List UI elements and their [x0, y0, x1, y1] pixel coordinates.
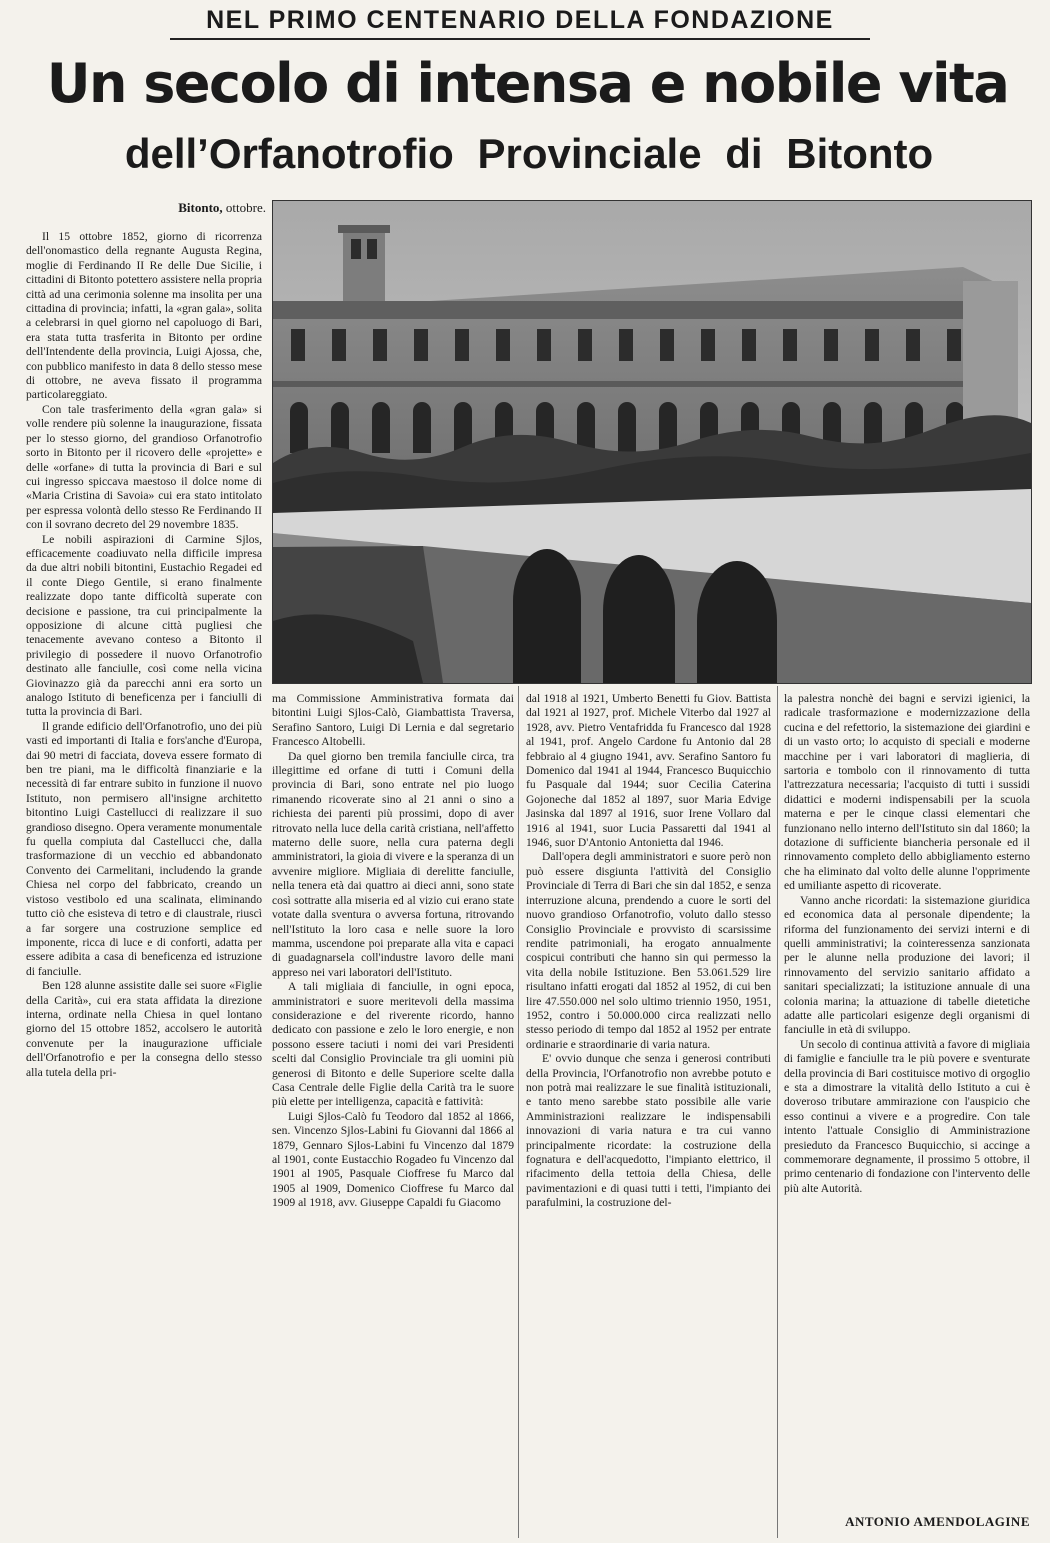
subheadline: dell’Orfanotrofio Provinciale di Bitonto: [124, 130, 934, 177]
dateline-rest: ottobre.: [225, 200, 266, 215]
article-column-3: [526, 692, 771, 1535]
orphanage-photo: [272, 200, 1032, 684]
dateline-place: Bitonto,: [178, 200, 223, 215]
headline: Un secolo di intensa e nobile vita: [46, 52, 1009, 115]
article-paragraph: Con tale trasferimento della «gran gala» si volle rendere più solenne la inaugurazione, fissata per lo stesso giorno, del grandioso Orfanotrofio sorto in Bitonto per il ricovero delle «projette» e delle «orfane» di tutta la provincia di Bari e sul cui ingresso spiccava maestoso il dolce nome di «Maria Cristina di Savoia» cui era stato intitolato per espressa volontà dello stesso Re Ferdinando II con il sovrano decreto del 29 novembre 1835.: [26, 402, 262, 532]
article-paragraph: Il 15 ottobre 1852, giorno di ricorrenza dell'onomastico della regnante Augusta Regina, moglie di Ferdinando II Re delle Due Sicilie, i cittadini di Bitonto potettero assistere nella propria città ad una cerimonia solenne ma insolita per una cittadina di provincia; infatti, la «gran gala», solita a celebrarsi in quel giorno nel capoluogo di Bari, era stata tutta trasferita in Bitonto per ordine dell'Intendente della provincia, Luigi Ajossa, che, con pubblico manifesto in data 8 dello stesso mese di ottobre, ne aveva fissato il programma particolareggiato.: [26, 230, 262, 402]
orphanage-illustration: [273, 201, 1031, 683]
article-paragraph: Vanno anche ricordati: la sistemazione giuridica ed economica data al personale dipendente; la riforma del funzionamento dei servizi interni e di quelli amministrativi; la cointeressenza sanzionata per le alunne nella produzione dei lavori; il rinnovamento del servizio sanitario affidato a sanitari specializzati; la istituzione annuale di una colonia marina; la attuazione di tabelle dietetiche adatte alle particolari esigenze degli organismi di fanciulle in età di sviluppo.: [784, 893, 1030, 1037]
article-paragraph: dal 1918 al 1921, Umberto Benetti fu Giov. Battista dal 1921 al 1927, prof. Michele Viterbo dal 1927 al 1928, avv. Pietro Ventafridda fu Francesco dal 1928 al 1941, prof. Angelo Cardone fu Antonio dal 28 febbraio al 4 giugno 1941, avv. Serafino Santoro fu Domenico dal 1941 al 1944, Francesco Buquicchio fu Pasquale dal 1944; suor Cecilia Caterina Gojoneche dal 1852 al 1897, suor Maria Edvige Jasinska dal 1897 al 1916, suor Irene Vollaro dal 1916 al 1941, suor Lucia Passaretti dal 1941 al 1946, suor D'Antonio Antonietta dal 1946.: [526, 692, 771, 850]
article-paragraph: Ben 128 alunne assistite dalle sei suore «Figlie della Carità», cui era stata affidata la direzione interna, ordinate nella Chiesa in quel lontano giorno del 15 ottobre 1852, accolsero le autorità convenute per la inaugurazione ufficiale dell'Orfanotrofio e per la consegna dello stesso alla tutela della pri-: [26, 979, 262, 1079]
article-paragraph: E' ovvio dunque che senza i generosi contributi della Provincia, l'Orfanotrofio non avrebbe potuto e non potrà mai realizzare le sue finalità istituzionali, e tanto meno sarebbe stato possibile alle varie Amministrazioni realizzare le indispensabili innovazioni di varia natura e tra cui vanno principalmente ricordate: la costruzione della fognatura e dell'acquedotto, l'impianto elettrico, il rifacimento della tettoia della Chiesa, delle pavimentazioni e di quasi tutti i tetti, l'impianto dei parafulmini, la costruzione del-: [526, 1052, 771, 1210]
article-paragraph: Dall'opera degli amministratori e suore però non può essere disgiunta l'attività del Consiglio Provinciale di Terra di Bari che sin dal 1852, e senza interruzione alcuna, prendendo a cuore le sorti del nuovo grandioso Orfanotrofio, voluto dallo stesso Consiglio Provinciale e provvisto di scarsissime rendite patrimoniali, ha erogato annualmente cospicui contributi che hanno sin qui permesso la vita della nobile Istituzione. Ben 53.061.529 lire risultano infatti erogati dal 1852 al 1952, di cui ben lire 47.550.000 nel solo ultimo triennio 1950, 1951, 1952, contro i 50.000.000 circa realizzati nello stesso periodo di tempo dal 1852 al 1952 per entrate ordinarie e straordinarie di varia natura.: [526, 850, 771, 1051]
column-rule: [777, 686, 778, 1538]
article-paragraph: la palestra nonchè dei bagni e servizi igienici, la radicale trasformazione e modernizzazione della cucina e del refettorio, la sistemazione dei giardini e di un vasto orto; lo acquisto di speciali e moderne macchine per i vari laboratori di maglieria, di sartoria e tombolo con il rinnovamento di tutta l'attrezzatura necessaria; l'acquisto di tutti i sussidi didattici e moderni indispensabili per la scuola materna e per le cinque classi elementari che funzionano nello interno dell'Istituto sin dal 1860; la dotazione di sufficiente biancheria personale ed il rinnovamento completo dello abbigliamento esterno che ha eliminato dal volto delle alunne l'opprimente ed umiliante aspetto di ricoverate.: [784, 692, 1030, 893]
article-paragraph: Un secolo di continua attività a favore di migliaia di famiglie e fanciulle tra le più povere e sventurate della provincia di Bari costituisce motivo di orgoglio e sta a dimostrare la vitalità dello Istituto a cui è doveroso tributare ammirazione con l'auspicio che esso continui a vivere e a progredire. Con tale intento l'attuale Consiglio di Amministrazione presieduto da Francesco Buquicchio, si accinge a commemorare degnamente, il prossimo 5 ottobre, il primo centenario di fondazione con l'intervento delle più alte Autorità.: [784, 1037, 1030, 1195]
column-rule: [518, 686, 519, 1538]
article-column-1: [26, 230, 262, 1535]
article-paragraph: A tali migliaia di fanciulle, in ogni epoca, amministratori e suore meritevoli della massima considerazione e del riverente ricordo, hanno dedicato con passione e zelo le loro energie, e non possono essere taciuti i nomi dei vari Presidenti scelti dal Consiglio Provinciale tra gli uomini più generosi di Bitonto e delle Superiore scelte dalla Casa Centrale delle Figlie della Carità tra le suore più elette per intelligenza, capacità e fattività:: [272, 980, 514, 1109]
kicker: NEL PRIMO CENTENARIO DELLA FONDAZIONE: [170, 4, 870, 40]
article-paragraph: Le nobili aspirazioni di Carmine Sjlos, efficacemente coadiuvato nella difficile impresa da due altri nobili bitontini, Eustachio Regadei ed il conte Diego Gentile, si erano finalmente realizzate dopo tante difficoltà superate con decisione e passione, tra cui principalmente la opposizione di alcune città pugliesi che tenacemente avevano conteso a Bitonto il privilegio di possedere il nuovo Orfanotrofio destinato alle fanciulle, così come nella vicina Giovinazzo già da parecchi anni era sorto un analogo Istituto di beneficenza per i fanciulli di tutta la provincia di Bari.: [26, 532, 262, 719]
article-paragraph: Il grande edificio dell'Orfanotrofio, uno dei più vasti ed importanti di Italia e fors'anche d'Europa, dai 90 metri di facciata, doveva essere formato di ben tre piani, ma le difficoltà finanziarie e la necessità di far entrare subito in funzione il nuovo Istituto, non permisero all'insigne architetto bitontino Luigi Castellucci di realizzare il suo grandioso disegno. Opera veramente monumentale fu quella compiuta dal Castellucci che, dalla trasformazione di un vecchio ed abbandonato Convento dei Carmelitani, includendo la grande Chiesa nel corpo del fabbricato, creando un vistoso vestibolo ed una scalinata, eliminando tutto ciò che esisteva di tetro e di claustrale, riuscì a far sorgere una costruzione semplice ed imponente, ricca di luce e di conforti, adatta per essere adibita a casa di beneficenza ed istruzione di fanciulle.: [26, 719, 262, 978]
dateline: [26, 200, 266, 216]
article-paragraph: Da quel giorno ben tremila fanciulle circa, tra illegittime ed orfane di tutti i Comuni della provincia di Bari, sono entrate nel pio luogo rimanendo ricoverate sino al 21 anni o sino a richiesta dei parenti più prossimi, dopo di aver ritrovato nella luce della carità cristiana, nell'affetto materno delle suore, nella cura paterna degli amministratori, la gioia di vivere e la speranza di un avvenire migliore. Migliaia di derelitte fanciulle, nella tenera età dai quattro ai dieci anni, sono state così sottratte alla miseria ed al vizio cui erano state votate dalla sventura o avversa fortuna, ritrovando nell'Istituto la loro casa e nelle suore la loro mamma, uscendone poi preparate alla vita e capaci di guadagnarsela coll'industre lavoro delle mani appreso nei vari laboratori dell'Istituto.: [272, 749, 514, 979]
article-paragraph: ma Commissione Amministrativa formata dai bitontini Luigi Sjlos-Calò, Giambattista Traversa, Serafino Santoro, Luigi Di Lernia e dal segretario Francesco Altobelli.: [272, 692, 514, 749]
byline: ANTONIO AMENDOLAGINE: [845, 1514, 1030, 1529]
article-column-2: [272, 692, 514, 1535]
article-paragraph: Luigi Sjlos-Calò fu Teodoro dal 1852 al 1866, sen. Vincenzo Sjlos-Labini fu Giovanni dal 1866 al 1879, Gennaro Sjlos-Labini fu Vincenzo dal 1879 al 1901, conte Eustacchio Rogadeo fu Vincenzo dal 1901 al 1905, Pasquale Cioffrese fu Marco dal 1905 al 1909, Domenico Cioffrese fu Marco dal 1909 al 1918, avv. Giuseppe Capaldi fu Giacomo: [272, 1109, 514, 1210]
article-column-4: [784, 692, 1030, 1504]
